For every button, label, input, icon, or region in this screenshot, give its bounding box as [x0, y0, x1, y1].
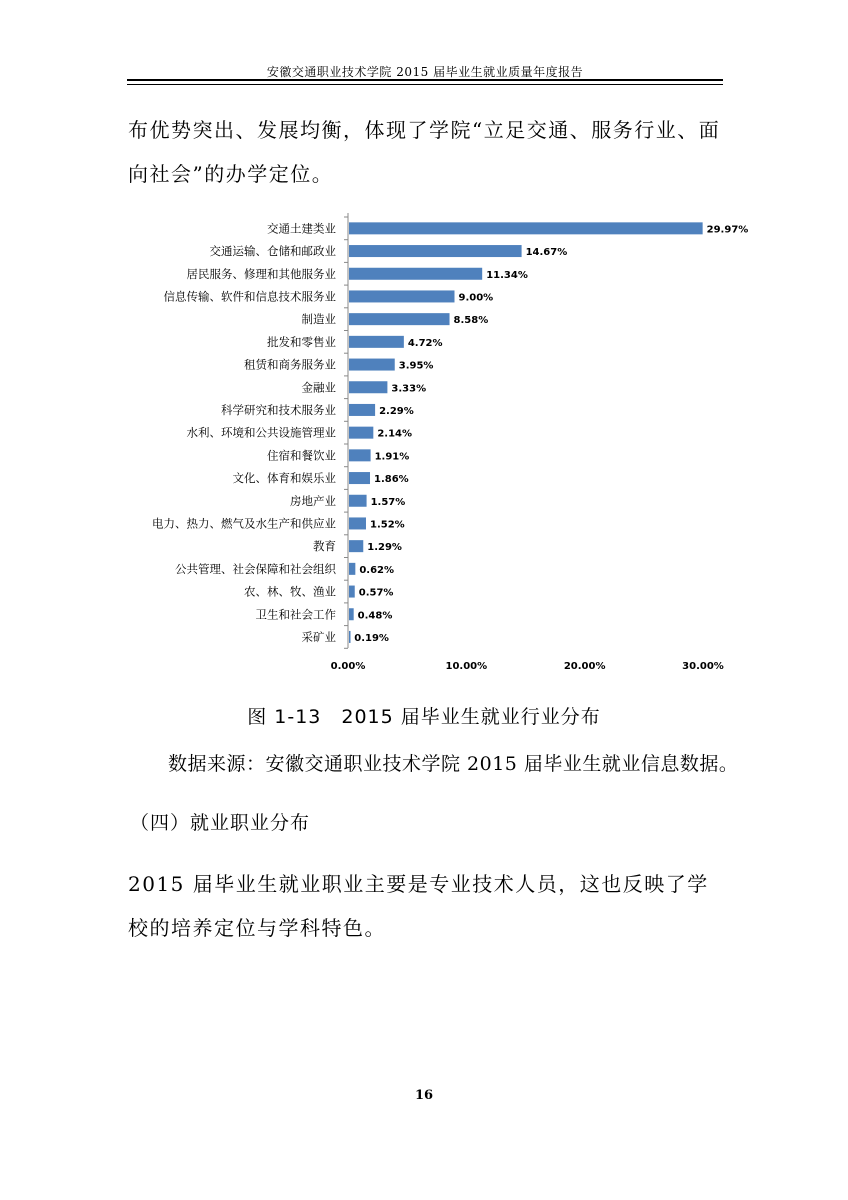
value-label: 14.67%	[525, 247, 568, 259]
bar	[349, 404, 375, 416]
x-tick-label: 20.00%	[563, 661, 606, 672]
header-rule-thin	[127, 84, 723, 85]
value-label: 1.86%	[374, 474, 409, 486]
body-paragraph-2: 2015 届毕业生就业职业主要是专业技术人员，这也反映了学校的培养定位与学科特色。	[128, 872, 709, 940]
value-label: 8.58%	[453, 315, 489, 327]
industry-distribution-chart	[120, 205, 760, 685]
value-label: 4.72%	[407, 337, 443, 349]
page-number: 16	[414, 1088, 434, 1103]
bar	[349, 313, 450, 325]
bar	[349, 290, 455, 302]
section-title: （四）就业职业分布	[130, 812, 311, 834]
category-label: 教育	[313, 539, 336, 554]
x-tick-label: 30.00%	[682, 661, 724, 672]
bar	[349, 563, 355, 575]
category-label: 住宿和餐饮业	[267, 448, 336, 463]
value-label: 3.33%	[391, 383, 427, 395]
category-label: 信息传输、软件和信息技术服务业	[163, 289, 336, 304]
category-label: 房地产业	[290, 493, 336, 508]
bar	[349, 359, 395, 371]
value-label: 0.48%	[357, 610, 393, 622]
category-label: 交通运输、仓储和邮政业	[209, 244, 336, 259]
category-label: 交通土建类业	[267, 221, 336, 236]
bar	[349, 245, 522, 257]
bar	[349, 472, 370, 484]
header-rule	[127, 79, 723, 81]
bar	[349, 222, 703, 234]
value-label: 3.95%	[398, 360, 434, 372]
bar	[349, 336, 404, 348]
x-tick-label: 10.00%	[445, 661, 488, 672]
category-label: 金融业	[301, 380, 336, 395]
value-label: 0.19%	[354, 632, 389, 644]
value-label: 0.57%	[358, 587, 394, 599]
category-label: 公共管理、社会保障和社会组织	[175, 561, 336, 576]
bar	[349, 381, 387, 393]
data-source-note: 数据来源：安徽交通职业技术学院 2015 届毕业生就业信息数据。	[168, 753, 739, 775]
category-label: 制造业	[301, 312, 336, 327]
value-label: 1.57%	[370, 496, 406, 508]
bar	[349, 586, 355, 598]
value-label: 9.00%	[458, 292, 494, 304]
value-label: 1.29%	[367, 542, 402, 554]
value-label: 11.34%	[486, 269, 528, 281]
bar	[349, 517, 366, 529]
category-label: 水利、环境和公共设施管理业	[186, 425, 336, 440]
category-label: 批发和零售业	[267, 334, 336, 349]
page-header: 安徽交通职业技术学院 2015 届毕业生就业质量年度报告	[266, 65, 584, 79]
bar	[349, 608, 354, 620]
bar	[349, 540, 363, 552]
value-label: 0.62%	[359, 564, 395, 576]
value-label: 2.29%	[379, 405, 414, 417]
category-label: 科学研究和技术服务业	[221, 402, 336, 417]
body-paragraph-1: 布优势突出、发展均衡，体现了学院“立足交通、服务行业、面向社会”的办学定位。	[128, 118, 721, 186]
value-label: 2.14%	[377, 428, 413, 440]
figure-caption: 图 1-13 2015 届毕业生就业行业分布	[247, 706, 601, 728]
category-label: 采矿业	[301, 629, 336, 644]
category-label: 卫生和社会工作	[255, 607, 336, 622]
category-label: 文化、体育和娱乐业	[232, 471, 336, 486]
bar	[349, 631, 351, 643]
value-label: 29.97%	[706, 224, 749, 236]
bar	[349, 268, 482, 280]
bar	[349, 495, 367, 507]
category-label: 农、林、牧、渔业	[244, 584, 336, 599]
x-tick-label: 0.00%	[330, 661, 366, 672]
bar	[349, 449, 371, 461]
value-label: 1.91%	[374, 451, 410, 463]
category-label: 租赁和商务服务业	[244, 357, 336, 372]
category-label: 电力、热力、燃气及水生产和供应业	[152, 516, 336, 531]
category-label: 居民服务、修理和其他服务业	[186, 266, 336, 281]
value-label: 1.52%	[369, 519, 405, 531]
bar	[349, 427, 373, 439]
